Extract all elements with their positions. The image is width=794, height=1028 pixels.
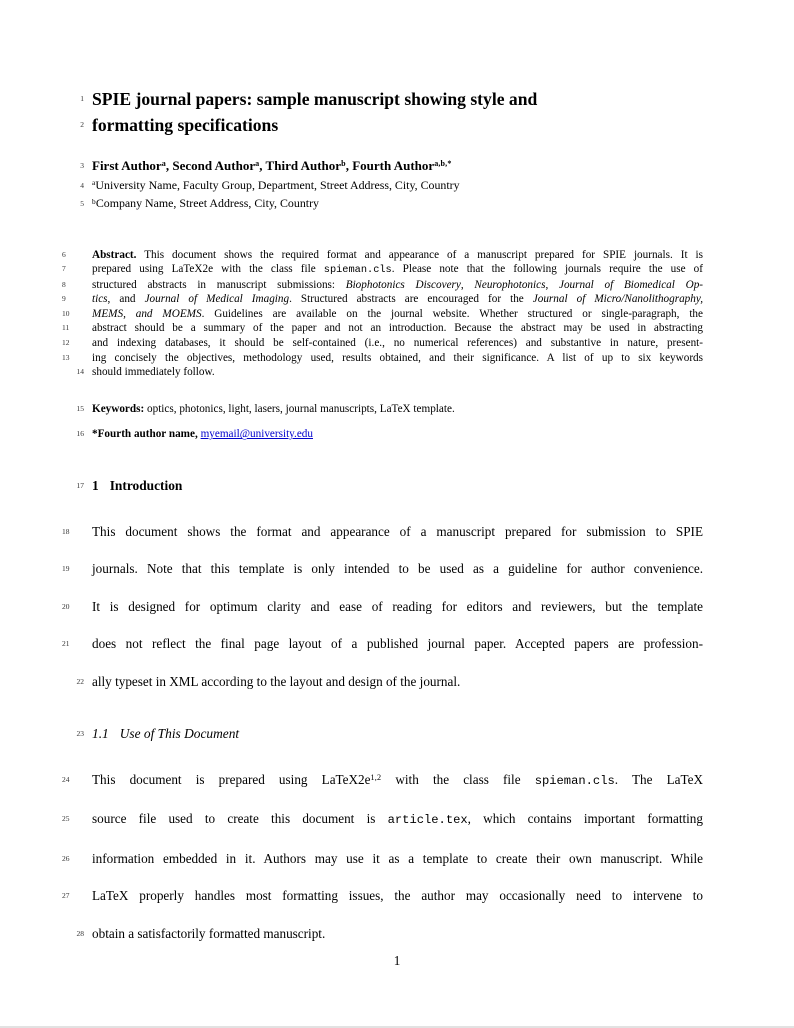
block-correspondence — [76, 427, 703, 442]
doc-line-18 — [62, 513, 703, 550]
line-number: 4 — [80, 180, 84, 190]
block-keywords — [76, 402, 703, 417]
text-segment: should immediately follow. — [92, 366, 215, 379]
doc-line-21 — [62, 625, 703, 662]
text-segment: . Guidelines are available on the journal website. Whether structured or single-paragraph, the — [201, 307, 703, 320]
line-number: 5 — [80, 199, 84, 208]
block-authors — [80, 157, 703, 177]
text-segment: abstract should be a summary of the paper and not an introduction. Because the abstract may be used in abstracting — [92, 322, 703, 335]
text-segment: It is designed for optimum clarity and ease of reading for editors and reviewers, but the template — [92, 598, 703, 614]
text-segment: 1 — [92, 478, 99, 494]
doc-line-1 — [80, 86, 703, 112]
text-segment: 1.1 — [92, 726, 109, 742]
line-number: 17 — [76, 481, 84, 491]
text-segment: , which contains important formatting — [467, 811, 703, 827]
block-title — [80, 86, 703, 138]
text-segment: This document shows the required format and appearance of a manuscript prepared for SPIE journals. It is — [136, 248, 703, 261]
line-number: 12 — [62, 338, 70, 348]
line-number: 21 — [62, 639, 70, 649]
text-segment: University Name, Faculty Group, Department, Street Address, City, Country — [95, 177, 460, 192]
doc-line-12 — [62, 336, 703, 351]
line-number: 8 — [62, 279, 66, 289]
line-number: 18 — [62, 527, 70, 537]
text-segment: MEMS, and MOEMS — [92, 307, 202, 320]
text-segment: Keywords: — [92, 403, 145, 416]
doc-line-8 — [62, 278, 704, 293]
text-segment: source file used to create this document is — [92, 811, 388, 827]
email-link[interactable]: myemail@university.edu — [200, 428, 313, 441]
line-number: 13 — [62, 352, 70, 362]
doc-line-22 — [76, 663, 703, 700]
text-segment: Journal of Medical Imaging — [144, 293, 290, 306]
doc-line-23 — [76, 725, 703, 742]
doc-line-9 — [62, 292, 704, 307]
doc-line-11 — [62, 321, 703, 336]
text-segment: *Fourth author name, — [92, 428, 201, 441]
text-segment: formatting specifications — [92, 115, 279, 135]
doc-line-3 — [80, 157, 703, 177]
text-segment: This document is prepared using LaTeX2e — [92, 772, 371, 788]
text-segment: . The LaTeX — [614, 772, 704, 788]
text-segment: LaTeX properly handles most formatting issues, the author may occasionally need to intervene to — [92, 888, 703, 904]
text-segment: optics, photonics, light, lasers, journal manuscripts, LaTeX template. — [144, 403, 455, 416]
block-affiliations — [80, 177, 703, 214]
line-number: 20 — [62, 601, 70, 611]
text-segment: , Second Author — [165, 158, 256, 173]
page-number: 1 — [393, 953, 401, 968]
text-segment: a — [255, 159, 260, 169]
text-segment: a — [92, 178, 96, 188]
doc-line-24 — [62, 761, 704, 800]
text-segment: prepared using LaTeX2e with the class file — [92, 263, 324, 276]
block-abstract — [62, 248, 704, 380]
line-number: 22 — [76, 676, 84, 686]
block-body — [62, 761, 704, 952]
doc-line-26 — [62, 840, 703, 877]
line-number: 3 — [80, 161, 84, 170]
doc-line-19 — [62, 550, 703, 587]
text-segment: b — [341, 159, 346, 169]
doc-line-4 — [80, 177, 703, 196]
text-segment: First Author — [92, 158, 162, 173]
line-number: 1 — [80, 94, 84, 103]
line-number: 26 — [62, 853, 70, 863]
text-segment: a,b,* — [434, 159, 452, 169]
line-number: 25 — [62, 814, 70, 824]
text-segment: does not reflect the final page layout of a published journal paper. Accepted papers are profession- — [92, 636, 703, 652]
doc-line-20 — [62, 588, 703, 625]
doc-line-25 — [62, 800, 703, 839]
doc-line-17 — [76, 477, 703, 494]
text-segment: ally typeset in XML according to the layout and design of the journal. — [92, 673, 461, 689]
doc-line-10 — [62, 307, 703, 322]
line-number: 19 — [62, 564, 70, 574]
text-segment: article.tex — [387, 813, 468, 828]
text-segment: This document shows the format and appearance of a manuscript prepared for submission to SPIE — [92, 524, 703, 540]
text-segment: information embedded in it. Authors may use it as a template to create their own manuscript. While — [92, 850, 703, 866]
line-number: 9 — [62, 294, 66, 304]
text-segment: , Fourth Author — [345, 158, 435, 173]
line-number: 28 — [76, 928, 84, 938]
text-segment: , — [545, 278, 559, 291]
text-segment: obtain a satisfactorily formatted manuscript. — [92, 925, 326, 941]
doc-line-6 — [62, 248, 703, 263]
doc-line-15 — [76, 402, 703, 417]
text-segment: Company Name, Street Address, City, Country — [95, 196, 319, 210]
line-number: 6 — [62, 249, 66, 259]
text-segment: b — [92, 196, 96, 206]
text-segment: , Third Author — [259, 158, 342, 173]
line-number: 2 — [80, 120, 84, 129]
text-segment: structured abstracts in manuscript submissions: — [92, 278, 346, 291]
text-segment: spieman.cls — [534, 774, 615, 789]
text-segment: Biophotonics Discovery — [345, 278, 461, 291]
block-body — [62, 513, 703, 700]
text-segment: tics — [92, 293, 108, 306]
text-segment: Journal of Biomedical Op- — [558, 278, 704, 291]
line-number: 15 — [76, 404, 84, 414]
text-segment: a — [161, 159, 166, 169]
text-segment: Neurophotonics — [474, 278, 546, 291]
line-number: 24 — [62, 775, 70, 785]
text-segment: Journal of Micro/Nanolithography, — [532, 293, 704, 306]
text-segment: Use of This Document — [119, 726, 240, 742]
block-section — [76, 477, 703, 494]
document-lines — [62, 0, 704, 952]
doc-line-7 — [62, 262, 703, 278]
line-number: 7 — [62, 264, 66, 274]
doc-line-16 — [76, 427, 703, 442]
doc-line-5 — [80, 195, 703, 214]
line-number: 23 — [76, 729, 84, 739]
doc-line-2 — [80, 112, 703, 138]
text-segment: , and — [107, 293, 145, 306]
text-segment: journals. Note that this template is only intended to be used as a guideline for author convenience. — [92, 561, 703, 577]
doc-line-28 — [76, 915, 703, 952]
doc-line-27 — [62, 877, 703, 914]
text-segment: spieman.cls — [323, 264, 392, 277]
text-segment: Abstract. — [92, 248, 137, 261]
doc-line-14 — [76, 365, 703, 380]
doc-line-13 — [62, 351, 703, 366]
text-segment: 1,2 — [370, 773, 382, 783]
text-segment: , — [460, 278, 475, 291]
line-number: 16 — [76, 429, 84, 439]
line-number: 10 — [62, 308, 70, 318]
text-segment: Introduction — [109, 478, 183, 494]
text-segment: SPIE journal papers: sample manuscript showing style and — [92, 89, 538, 109]
text-segment: ing concisely the objectives, methodology used, results obtained, and their significance. A list of up to six keywords — [92, 351, 703, 364]
line-number: 11 — [62, 323, 70, 333]
block-subsection — [76, 725, 703, 742]
text-segment: and indexing databases, it should be self-contained (i.e., no numerical references) and substantive in nature, present- — [92, 337, 703, 350]
line-number: 14 — [76, 367, 84, 377]
text-segment: with the class file — [381, 772, 535, 788]
text-segment: . Please note that the following journals require the use of — [391, 263, 703, 276]
text-segment: . Structured abstracts are encouraged for the — [289, 293, 533, 306]
line-number: 27 — [62, 891, 70, 901]
